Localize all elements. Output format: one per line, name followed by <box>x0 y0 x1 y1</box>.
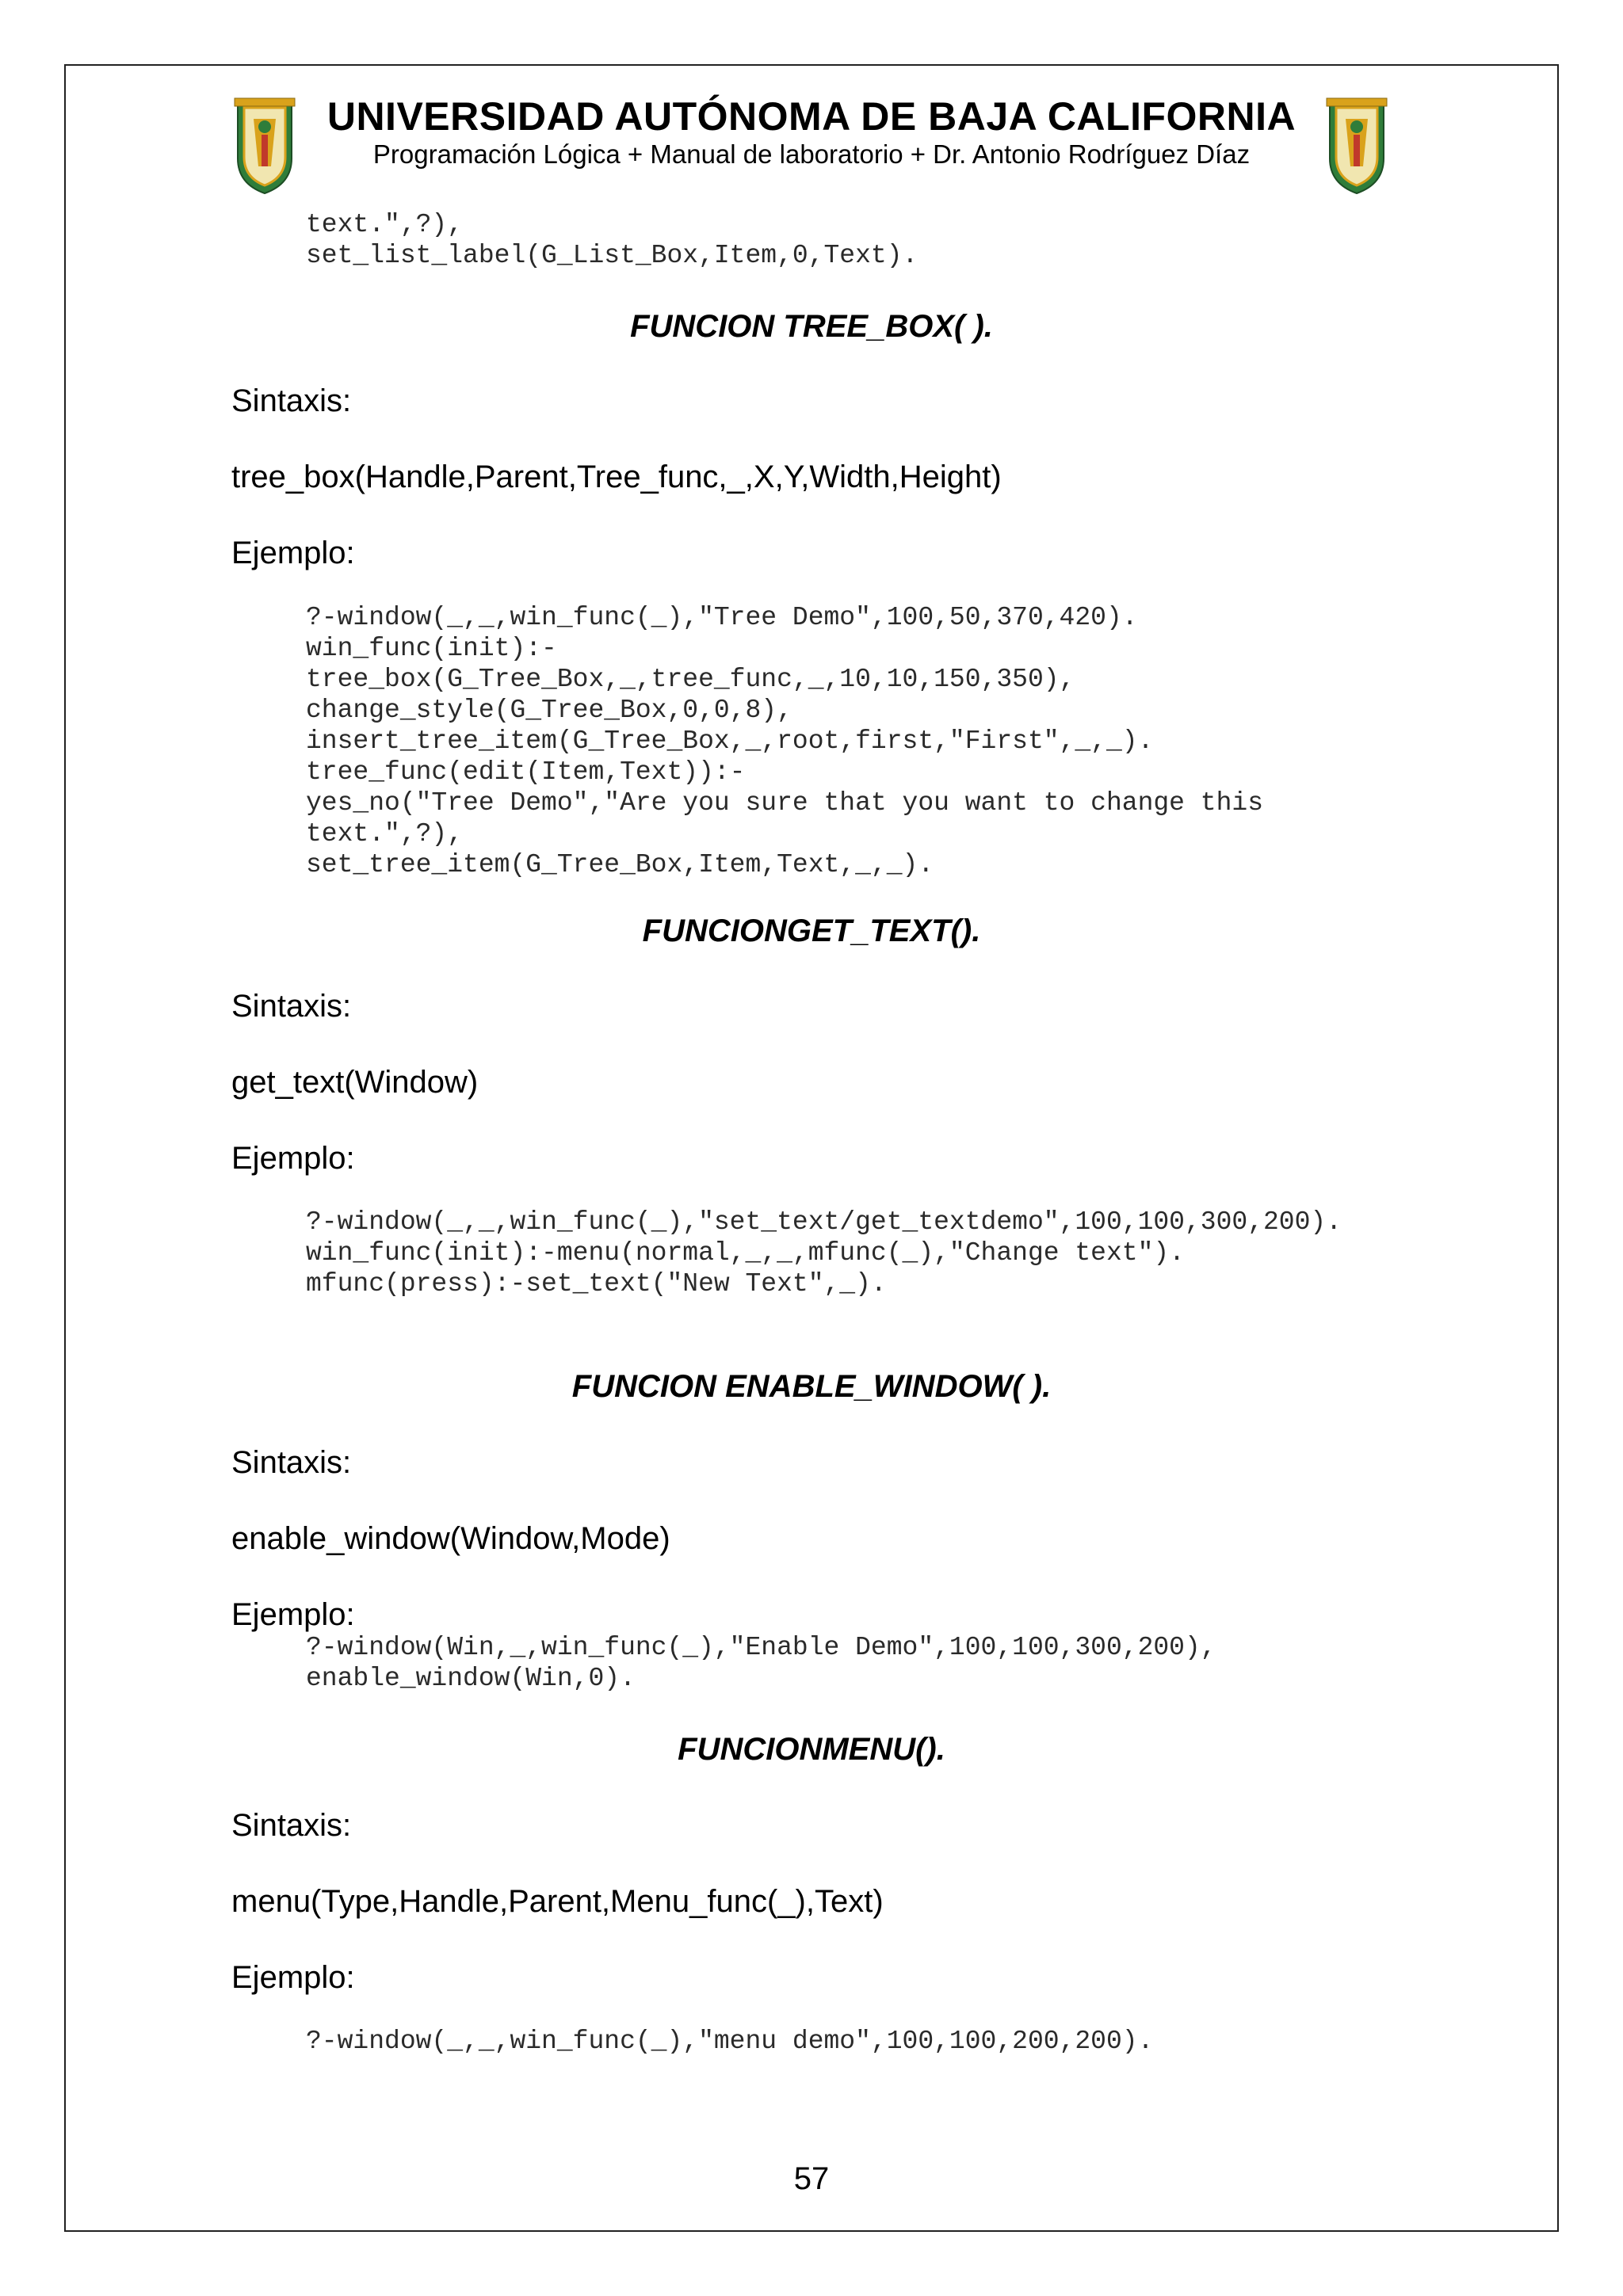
code-block-tree-box: ?-window(_,_,win_func(_),"Tree Demo",100,50,370,420). win_func(init):- tree_box(G_Tree_Box,_,tree_func,_,10,10,150,350), change_style(G_Tree_Box,0,0,8), insert_tree_item(G_Tree_Box,_,root,first,"First",_,_). tree_func(edit(Item,Text)):- yes_no("Tree Demo","Are you sure that you want to change this text.",?), set_tree_item(G_Tree_Box,Item,Text,_,_). <box>306 603 1263 879</box>
header-title: UNIVERSIDAD AUTÓNOMA DE BAJA CALIFORNIA <box>327 94 1296 139</box>
example-label: Ejemplo: <box>231 1597 355 1632</box>
section-heading-get-text: FUNCIONGET_TEXT(). <box>642 913 981 948</box>
syntax-label: Sintaxis: <box>231 1445 352 1480</box>
page-number: 57 <box>793 2161 830 2196</box>
syntax-tree-box: tree_box(Handle,Parent,Tree_func,_,X,Y,Width,Height) <box>231 460 1002 494</box>
section-heading-tree-box: FUNCION TREE_BOX( ). <box>630 309 993 344</box>
header-subtitle: Programación Lógica + Manual de laboratorio + Dr. Antonio Rodríguez Díaz <box>372 139 1251 169</box>
syntax-label: Sintaxis: <box>231 989 352 1024</box>
code-block-enable-window: ?-window(Win,_,win_func(_),"Enable Demo",100,100,300,200), enable_window(Win,0). <box>306 1633 1216 1693</box>
syntax-menu: menu(Type,Handle,Parent,Menu_func(_),Text) <box>231 1884 884 1919</box>
syntax-enable-window: enable_window(Window,Mode) <box>231 1521 670 1556</box>
example-label: Ejemplo: <box>231 536 355 570</box>
code-block-get-text: ?-window(_,_,win_func(_),"set_text/get_textdemo",100,100,300,200). win_func(init):-menu(normal,_,_,mfunc(_),"Change text"). mfunc(press):-set_text("New Text",_). <box>306 1207 1342 1299</box>
syntax-label: Sintaxis: <box>231 1808 352 1843</box>
syntax-label: Sintaxis: <box>231 383 352 418</box>
section-heading-menu: FUNCIONMENU(). <box>678 1732 945 1767</box>
code-block-menu: ?-window(_,_,win_func(_),"menu demo",100,100,200,200). <box>306 2027 1154 2056</box>
section-heading-enable-window: FUNCION ENABLE_WINDOW( ). <box>571 1369 1052 1404</box>
syntax-get-text: get_text(Window) <box>231 1065 479 1100</box>
example-label: Ejemplo: <box>231 1141 355 1176</box>
code-block-intro: text.",?), set_list_label(G_List_Box,Item,0,Text). <box>306 210 918 270</box>
example-label: Ejemplo: <box>231 1960 355 1995</box>
